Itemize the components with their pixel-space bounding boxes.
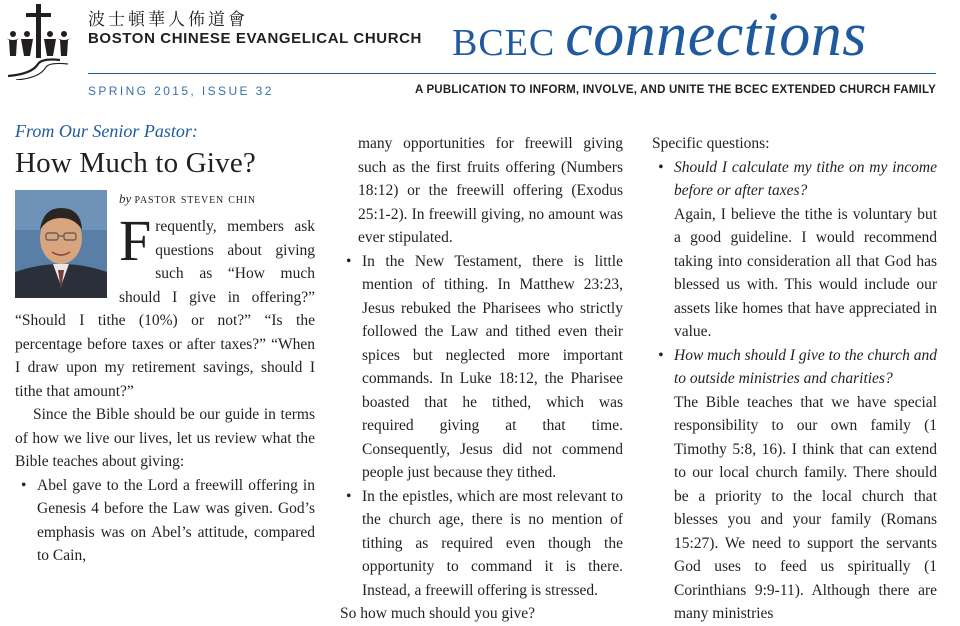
intro-text: requently, members ask questions about giving such as “How much should I give in offering?” “Should I tithe (10%) or not?” “Is the percentage before taxes or after taxes?” “When I draw upon my retirement savings, should I tithe that amount?” xyxy=(15,218,315,400)
list-item: • In the epistles, which are most relevant to the church age, there is no mention of tithing as required even though the opportunity to command it is there. Instead, a freewill offering is stressed. xyxy=(340,485,623,603)
article-column-1 xyxy=(15,112,315,568)
brand-connections: connections xyxy=(565,1,867,69)
church-english-name: BOSTON CHINESE EVANGELICAL CHURCH xyxy=(88,30,422,47)
article-column-2 xyxy=(340,132,623,626)
author-name: pastor steven chin xyxy=(134,192,256,207)
drop-cap: F xyxy=(119,208,152,273)
issue-label: SPRING 2015, ISSUE 32 xyxy=(88,84,274,98)
tagline: A PUBLICATION TO INFORM, INVOLVE, AND UNITE THE BCEC EXTENDED CHURCH FAMILY xyxy=(414,84,936,96)
list-item: • Abel gave to the Lord a freewill offering in Genesis 4 before the Law was given. God’s emphasis was on Abel’s attitude, compared to Cain, xyxy=(15,474,315,568)
byline-block xyxy=(15,190,315,403)
specific-questions-lead: Specific questions: xyxy=(652,135,770,152)
paragraph-bible-guide: Since the Bible should be our guide in terms of how we live our lives, let us review what the Bible teaches about giving: xyxy=(15,406,315,470)
question-item: • Should I calculate my tithe on my income before or after taxes? xyxy=(652,156,937,203)
giving-list-continued xyxy=(340,250,623,603)
masthead-rule xyxy=(88,73,936,74)
questions-list xyxy=(652,156,937,203)
continued-paragraph: many opportunities for freewill giving such as the first fruits offering (Numbers 18:12) or the freewill offering (Exodus 25:1-2). In freewill giving, no amount was ever stipulated. xyxy=(358,135,623,246)
list-item: • In the New Testament, there is little mention of tithing. In Matthew 23:23, Jesus rebuked the Pharisees who strictly followed the Law and tithed even their spices but neglected more important commands. In Luke 18:12, the Pharisee boasted that he tithed, which was required giving at that time. Consequently, Jesus did not commend people just because they tithed. xyxy=(340,250,623,485)
giving-list xyxy=(15,474,315,568)
questions-list xyxy=(652,344,937,391)
byline-by: by xyxy=(119,191,132,206)
cross-with-figures-and-road-logo xyxy=(2,4,86,80)
question-item: • How much should I give to the church and to outside ministries and charities? xyxy=(652,344,937,391)
closing-question: So how much should you give? xyxy=(340,605,536,622)
article-kicker: From Our Senior Pastor: xyxy=(15,121,198,141)
masthead xyxy=(0,0,960,110)
newsletter-brand xyxy=(452,0,867,71)
pastor-portrait xyxy=(15,190,107,298)
answer-paragraph: Again, I believe the tithe is voluntary but a good guideline. I would recommend taking into consideration all that God has blessed us with. This would include our assets like homes that have appreciated in value. xyxy=(674,205,937,340)
article-title: How Much to Give? xyxy=(15,147,256,179)
article-column-3 xyxy=(652,132,937,626)
answer-paragraph: The Bible teaches that we have special responsibility to our own family (1 Timothy 5:8, 16). I think that can extend to our local church family. There should be a priority to the local church that blesses you and your family (Romans 15:27). We need to support the servants God uses to feed us spiritually (1 Corinthians 9:9-11). Although there are many ministries xyxy=(674,393,937,622)
brand-bcec: BCEC xyxy=(452,22,556,64)
church-chinese-name: 波士頓華人佈道會 xyxy=(88,10,248,30)
